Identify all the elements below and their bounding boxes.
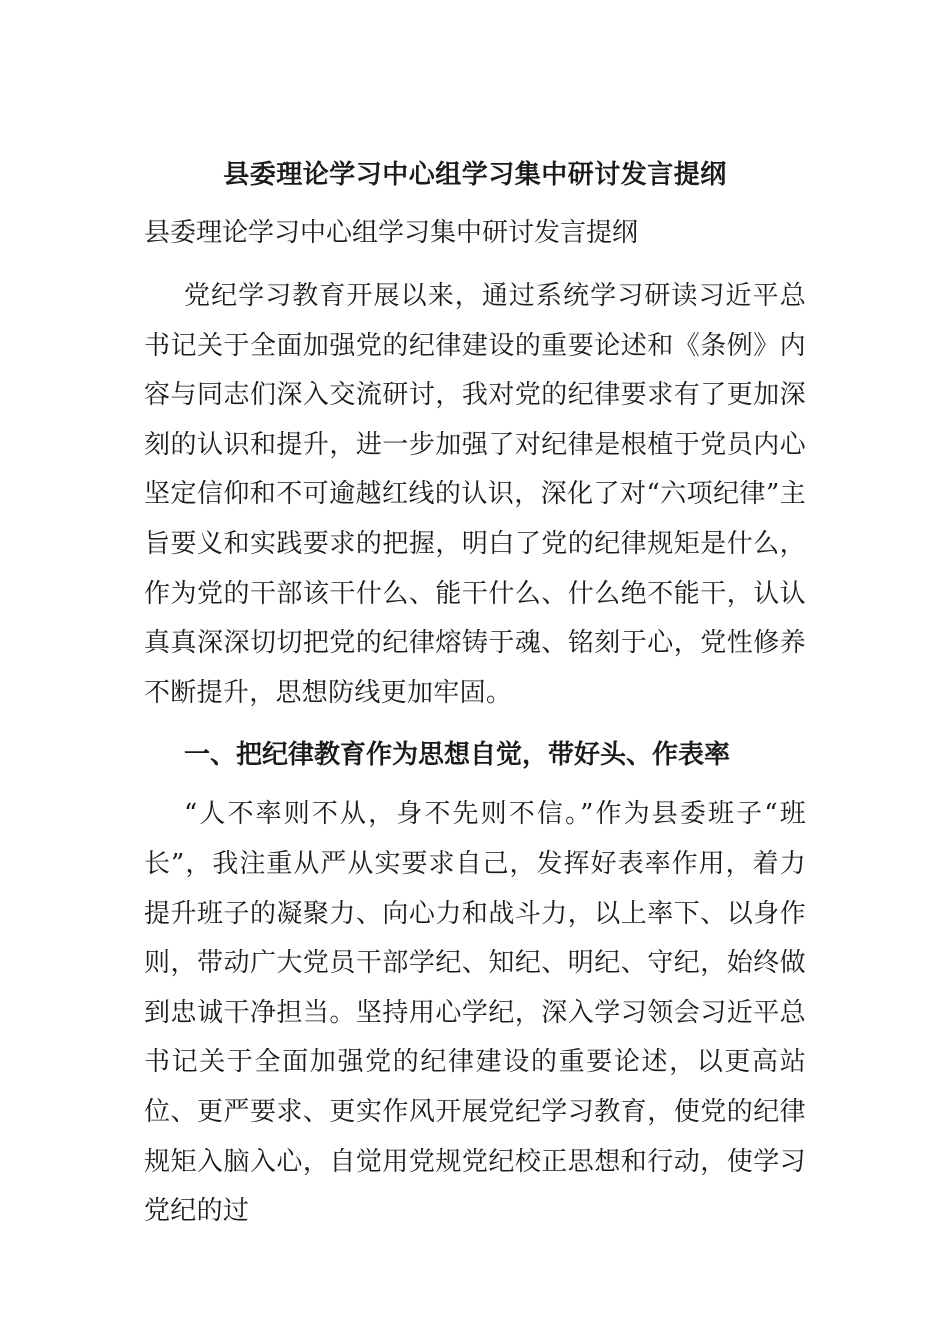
document-title: 县委理论学习中心组学习集中研讨发言提纲: [223, 160, 727, 190]
document-body: [144, 150, 806, 1237]
section-1-paragraph: “人不率则不从，身不先则不信。”作为县委班子“班长”，我注重从严从实要求自己，发挥好表率作用，着力提升班子的凝聚力、向心力和战斗力，以上率下、以身作则，带动广大党员干部学纪、知纪、明纪、守纪，始终做到忠诚干净担当。坚持用心学纪，深入学习领会习近平总书记关于全面加强党的纪律建设的重要论述，以更高站位、更严要求、更实作风开展党纪学习教育，使党的纪律规矩入脑入心，自觉用党规党纪校正思想和行动，使学习党纪的过: [144, 799, 806, 1227]
intro-paragraph: 党纪学习教育开展以来，通过系统学习研读习近平总书记关于全面加强党的纪律建设的重要论述和《条例》内容与同志们深入交流研讨，我对党的纪律要求有了更加深刻的认识和提升，进一步加强了对纪律是根植于党员内心坚定信仰和不可逾越红线的认识，深化了对“六项纪律”主旨要义和实践要求的把握，明白了党的纪律规矩是什么，作为党的干部该干什么、能干什么、什么绝不能干，认认真真深深切切把党的纪律熔铸于魂、铭刻于心，党性修养不断提升，思想防线更加牢固。: [144, 281, 806, 708]
document-subtitle: 县委理论学习中心组学习集中研讨发言提纲: [144, 218, 639, 248]
section-heading-1: 一、把纪律教育作为思想自觉，带好头、作表率: [184, 740, 731, 771]
